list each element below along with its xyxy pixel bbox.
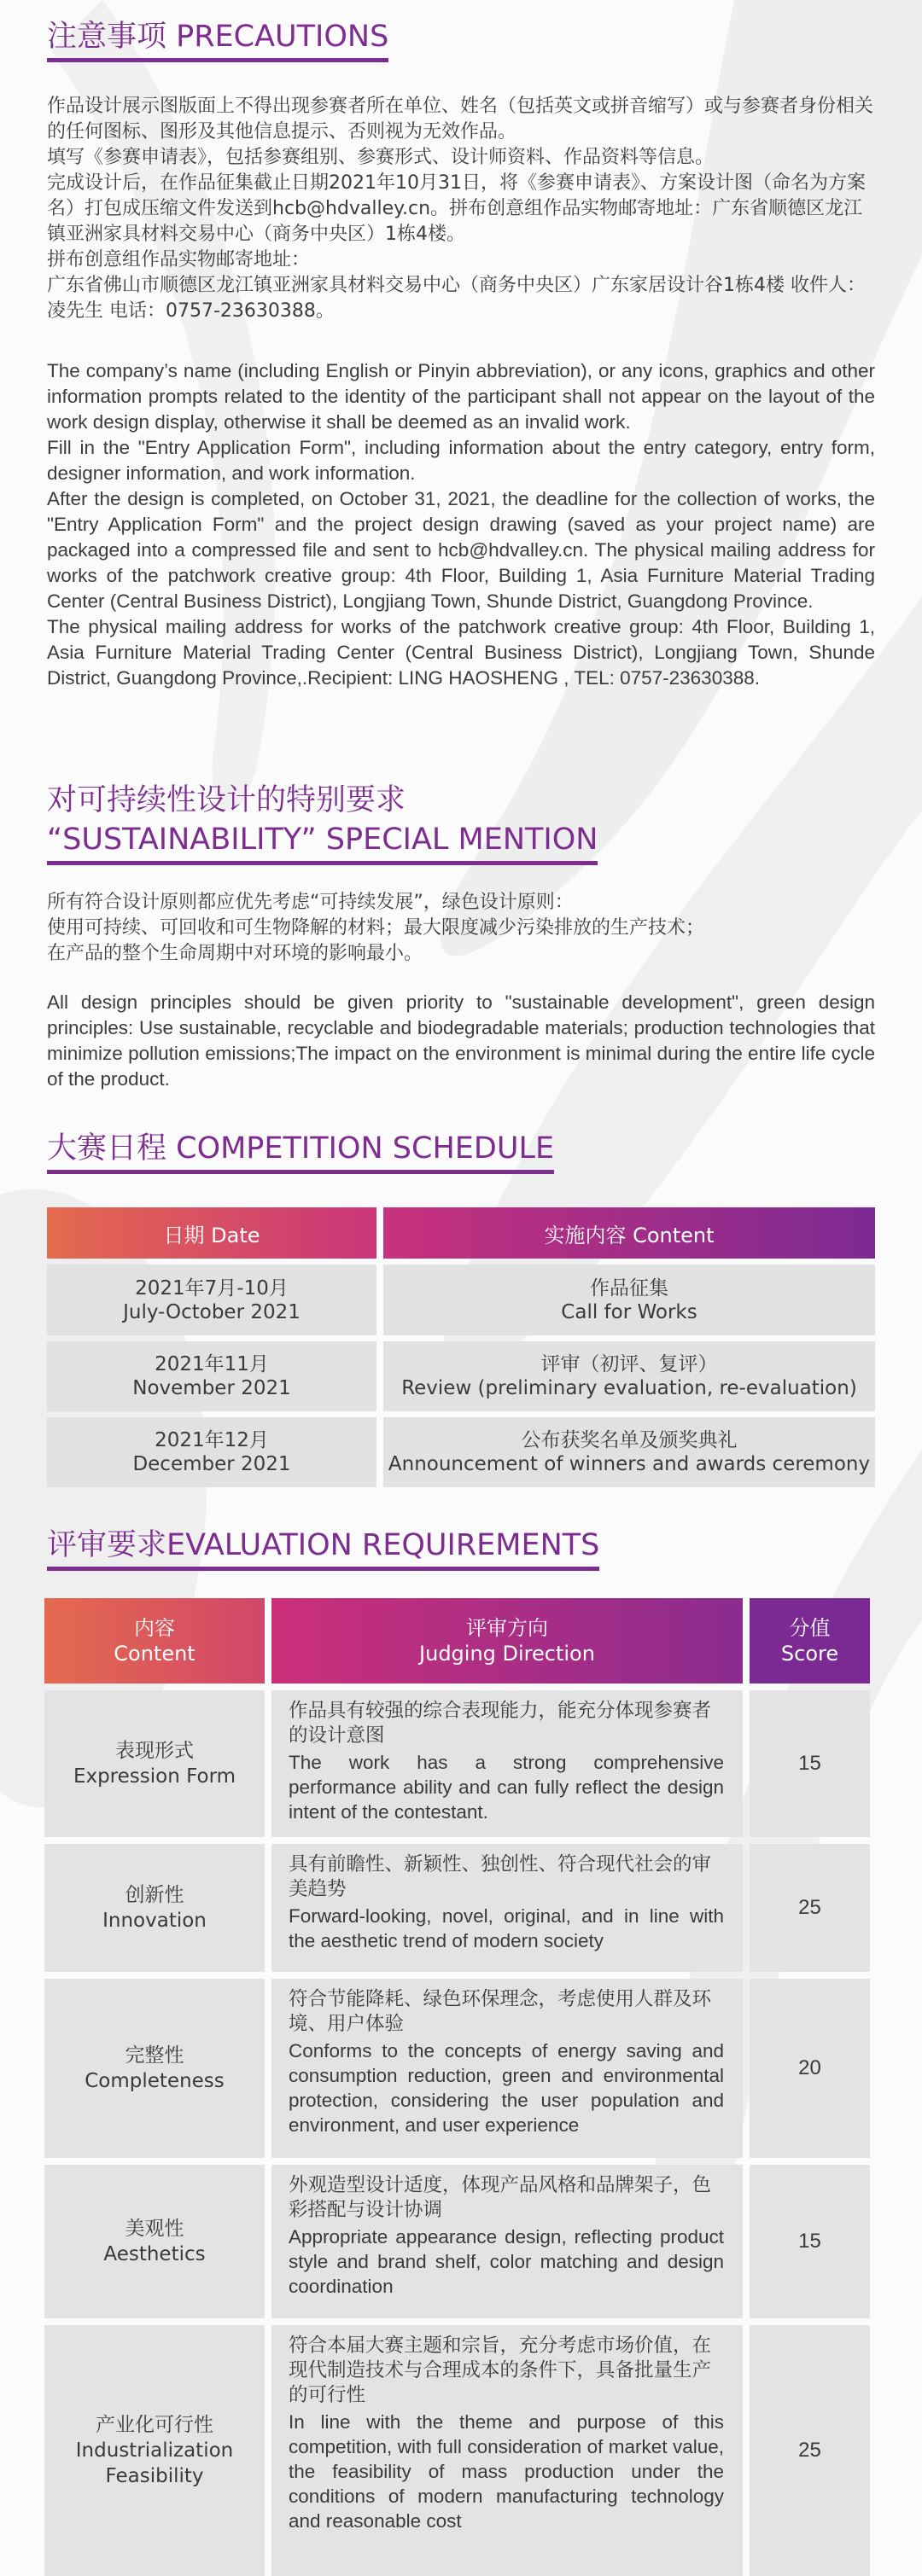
evaluation-header-zh: 内容 (134, 1616, 175, 1640)
schedule-content-zh: 公布获奖名单及颁奖典礼 (521, 1429, 738, 1451)
evaluation-item-en: Aesthetics (103, 2243, 206, 2265)
evaluation-score: 15 (798, 1752, 821, 1775)
evaluation-item-zh: 产业化可行性 (96, 2414, 213, 2436)
schedule-date-en: December 2021 (132, 1453, 291, 1475)
schedule-content-cell (383, 1265, 875, 1335)
precautions-zh-line: 完成设计后，在作品征集截止日期2021年10月31日，将《参赛申请表》、方案设计图（命名为方案名）打包成压缩文件发送到hcb@hdvalley.cn。拼布创意组作品实物邮寄地址：广东省顺德区龙江镇亚洲家具材料交易中心（商务中央区）1栋4楼。 (47, 172, 866, 245)
schedule-title: 大赛日程 COMPETITION SCHEDULE (47, 1129, 554, 1174)
precautions-title: 注意事项 PRECAUTIONS (47, 17, 388, 62)
evaluation-header-zh: 评审方向 (466, 1616, 548, 1640)
schedule-header-content: 实施内容 Content (383, 1207, 875, 1259)
evaluation-direction-cell (271, 1844, 743, 1972)
schedule-date-zh: 2021年7月-10月 (135, 1276, 289, 1300)
evaluation-direction-en: Conforms to the concepts of energy saving and consumption reduction, green and environmental protection, considering the user population and environment, and user experience (289, 2040, 724, 2136)
sustainability-zh-line: 在产品的整个生命周期中对环境的影响最小。 (47, 943, 423, 964)
evaluation-title: 评审要求EVALUATION REQUIREMENTS (47, 1526, 599, 1571)
evaluation-item-cell (44, 2165, 265, 2318)
evaluation-direction-en: Appropriate appearance design, reflecting product style and brand shelf, color matching and design coordination (289, 2226, 724, 2297)
evaluation-header-en: Content (114, 1642, 195, 1666)
schedule-date-cell (47, 1265, 376, 1335)
evaluation-header-direction (271, 1598, 743, 1683)
evaluation-direction-cell (271, 1690, 743, 1837)
evaluation-header-score (750, 1598, 870, 1683)
evaluation-score-cell (750, 2165, 870, 2318)
precautions-zh-line: 填写《参赛申请表》，包括参赛组别、参赛形式、设计师资料、作品资料等信息。 (47, 147, 715, 168)
precautions-en-text (47, 358, 875, 691)
evaluation-direction-cell (271, 2165, 743, 2318)
precautions-en-line: The physical mailing address for works of the patchwork creative group: 4th Floor, Building 1, Asia Furniture Material Trading Center (Central Business District), Longjiang Town, Shunde District, Guangdong Province,.Recipient: LING HAOSHENG , TEL: 0757-23630388. (47, 616, 875, 689)
precautions-en-line: Fill in the "Entry Application Form", including information about the entry category, entry form, designer information, and work information. (47, 437, 875, 484)
evaluation-direction-en: Forward-looking, novel, original, and in line with the aesthetic trend of modern society (289, 1905, 724, 1951)
evaluation-direction-cell (271, 2325, 743, 2576)
evaluation-direction-zh: 具有前瞻性、新颖性、独创性、符合现代社会的审美趋势 (289, 1853, 712, 1900)
evaluation-header-en: Score (780, 1642, 839, 1666)
evaluation-direction-zh: 符合节能降耗、绿色环保理念，考虑使用人群及环境、用户体验 (289, 1988, 712, 2035)
schedule-content-cell (383, 1417, 875, 1487)
evaluation-direction-cell (271, 1979, 743, 2158)
evaluation-header-content (44, 1598, 265, 1683)
schedule-content-zh: 作品征集 (590, 1276, 668, 1300)
evaluation-item-en: Industrialization Feasibility (75, 2439, 234, 2487)
schedule-date-en: November 2021 (132, 1377, 291, 1399)
sustainability-title (47, 781, 598, 865)
schedule-date-cell (47, 1417, 376, 1487)
sustainability-zh-line: 所有符合设计原则都应优先考虑“可持续发展”，绿色设计原则： (47, 892, 574, 913)
evaluation-item-zh: 表现形式 (115, 1740, 194, 1762)
evaluation-direction-en: In line with the theme and purpose of this competition, with full consideration of market value, the feasibility of mass production under the conditions of modern manufacturing technology and reasonable cost (289, 2411, 724, 2532)
precautions-en-line: After the design is completed, on October 31, 2021, the deadline for the collection of works, the "Entry Application Form" and the project design drawing (saved as your project name) are packaged into a compressed file and sent to hcb@hdvalley.cn. The physical mailing address for works of the patchwork creative group: 4th Floor, Building 1, Asia Furniture Material Trading Center (Central Business District), Longjiang Town, Shunde District, Guangdong Province. (47, 488, 875, 612)
precautions-zh-line: 广东省佛山市顺德区龙江镇亚洲家具材料交易中心（商务中央区）广东家居设计谷1栋4楼 收件人：凌先生 电话：0757-23630388。 (47, 275, 866, 322)
evaluation-item-en: Innovation (102, 1910, 207, 1932)
precautions-zh-text (47, 94, 875, 324)
evaluation-item-cell (44, 1979, 265, 2158)
sustainability-zh-line: 使用可持续、可回收和可生物降解的材料；最大限度减少污染排放的生产技术； (47, 917, 705, 939)
schedule-table (47, 1207, 875, 1489)
schedule-content-zh: 评审（初评、复评） (540, 1353, 718, 1375)
evaluation-header-en: Judging Direction (419, 1642, 595, 1666)
sustainability-title-en: “SUSTAINABILITY” SPECIAL MENTION (47, 820, 598, 865)
evaluation-score: 25 (798, 1896, 821, 1919)
evaluation-item-en: Expression Form (73, 1765, 236, 1788)
precautions-zh-line: 作品设计展示图版面上不得出现参赛者所在单位、姓名（包括英文或拼音缩写）或与参赛者身份相关的任何图标、图形及其他信息提示、否则视为无效作品。 (47, 96, 874, 142)
evaluation-score: 15 (798, 2230, 821, 2253)
schedule-content-en: Call for Works (561, 1300, 697, 1323)
evaluation-score-cell (750, 2325, 870, 2576)
precautions-zh-line: 拼布创意组作品实物邮寄地址： (47, 249, 311, 270)
evaluation-item-zh: 完整性 (125, 2044, 184, 2067)
evaluation-score: 25 (798, 2439, 821, 2462)
evaluation-item-cell (44, 1690, 265, 1837)
schedule-content-en: Announcement of winners and awards ceremony (388, 1453, 871, 1475)
evaluation-item-cell (44, 2325, 265, 2576)
schedule-date-en: July-October 2021 (123, 1300, 301, 1323)
evaluation-item-en: Completeness (85, 2070, 225, 2092)
schedule-date-zh: 2021年12月 (155, 1429, 269, 1451)
precautions-en-line: The company’s name (including English or Pinyin abbreviation), or any icons, graphics and other information prompts related to the identity of the participant shall not appear on the layout of the work design display, otherwise it shall be deemed as an invalid work. (47, 360, 875, 433)
evaluation-score-cell (750, 1844, 870, 1972)
sustainability-en-text (47, 990, 875, 1092)
evaluation-direction-zh: 作品具有较强的综合表现能力，能充分体现参赛者的设计意图 (289, 1700, 712, 1747)
evaluation-direction-zh: 外观造型设计适度，体现产品风格和品牌架子，色彩搭配与设计协调 (289, 2174, 712, 2221)
schedule-header-date: 日期 Date (47, 1207, 376, 1259)
evaluation-item-zh: 美观性 (125, 2218, 184, 2240)
evaluation-direction-zh: 符合本届大赛主题和宗旨，充分考虑市场价值，在现代制造技术与合理成本的条件下，具备批量生产的可行性 (289, 2335, 712, 2406)
evaluation-score-cell (750, 1690, 870, 1837)
sustainability-zh-text (47, 890, 875, 967)
evaluation-header-zh: 分值 (789, 1616, 831, 1640)
sustainability-en-line: All design principles should be given priority to "sustainable development", green design principles: Use sustainable, recyclable and biodegradable materials; production technologies that minimize pollution emissions;The impact on the environment is minimal during the entire life cycle of the product. (47, 991, 875, 1090)
schedule-date-cell (47, 1341, 376, 1411)
evaluation-item-zh: 创新性 (125, 1884, 184, 1906)
schedule-date-zh: 2021年11月 (155, 1353, 269, 1375)
evaluation-item-cell (44, 1844, 265, 1972)
schedule-content-en: Review (preliminary evaluation, re-evaluation) (401, 1377, 857, 1399)
schedule-content-cell (383, 1341, 875, 1411)
evaluation-direction-en: The work has a strong comprehensive performance ability and can fully reflect the design intent of the contestant. (289, 1752, 724, 1823)
evaluation-score-cell (750, 1979, 870, 2158)
evaluation-score: 20 (798, 2056, 821, 2079)
sustainability-title-zh: 对可持续性设计的特别要求 (47, 783, 406, 817)
